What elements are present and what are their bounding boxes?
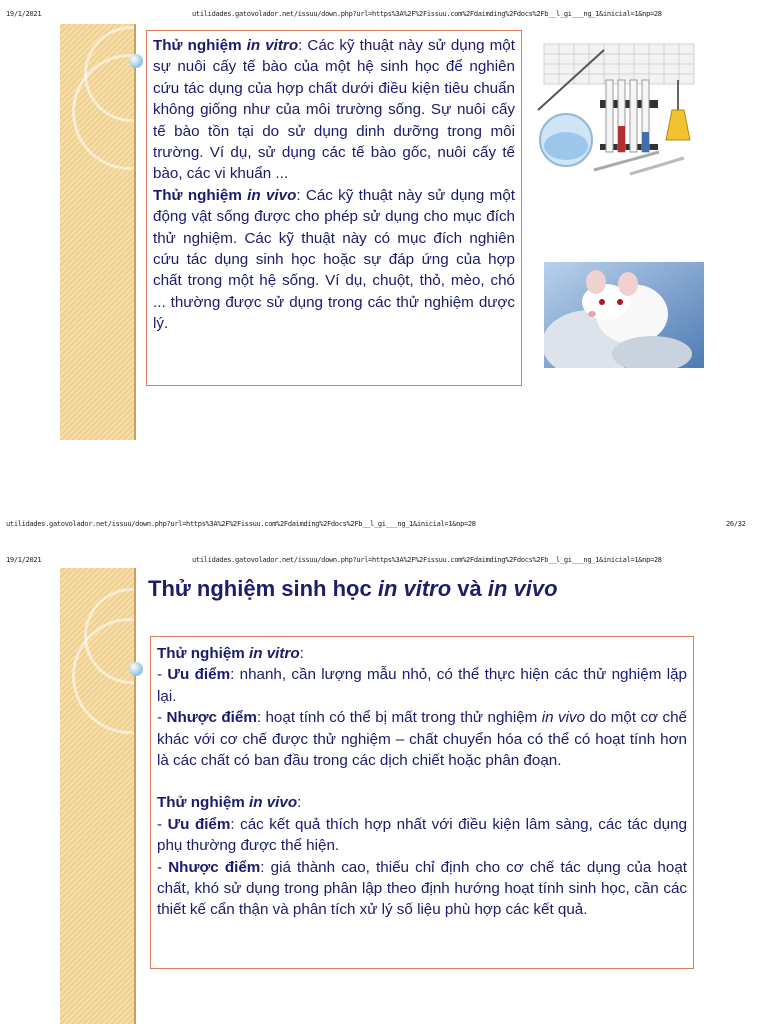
invitro-advantage: - Ưu điểm: nhanh, cần lượng mẫu nhỏ, có thể thực hiện các thử nghiệm lặp lại. — [157, 666, 687, 705]
bullet-dot-icon — [129, 54, 143, 68]
bullet-dot-icon — [129, 662, 143, 676]
header-url: utilidades.gatovolador.net/issuu/down.php?url=https%3A%2F%2Fissuu.com%2Fdaimding%2Fdocs%2Fb__l_gi___ng_1&inicial=1&np=28 — [192, 10, 662, 18]
header-date: 19/1/2021 — [6, 10, 42, 18]
slide-1 — [60, 24, 768, 440]
header-url: utilidades.gatovolador.net/issuu/down.php?url=https%3A%2F%2Fissuu.com%2Fdaimding%2Fdocs%2Fb__l_gi___ng_1&inicial=1&np=28 — [192, 556, 662, 564]
invivo-term-italic: in vivo — [247, 186, 297, 204]
invivo-text: : Các kỹ thuật này sử dụng một động vật sống được cho phép sử dụng cho mục đích thử nghiệm. Các kỹ thuật này có mục đích nghiên cứu tác dụng sinh học hoặc sự đáp ứng của hợp chất trong một hệ sống. Ví dụ, chuột, thỏ, mèo, chó ... thường được sử dụng trong các thử nghiệm dược lý. — [153, 186, 515, 333]
invivo-definition — [153, 185, 515, 335]
slide-2 — [60, 568, 768, 1024]
decorative-panel — [60, 24, 136, 440]
white-rat-image — [544, 262, 704, 368]
invitro-heading: Thử nghiệm in vitro: — [157, 645, 304, 662]
invitro-text: : Các kỹ thuật này sử dụng một sự nuôi cấy tế bào của một hệ sinh học để nghiên cứu tác dụng của hợp chất dưới điều kiện tiêu chuẩn không giống như của môi trường sống. Sự nuôi cấy tế bào tồn tại do sử dụng dinh dưỡng trong môi trường. Ví dụ, sử dụng các tế bào gốc, nuôi cấy tế bào, các vi khuẩn ... — [153, 37, 515, 183]
page-number: 26/32 — [726, 520, 746, 528]
footer-url: utilidades.gatovolador.net/issuu/down.php?url=https%3A%2F%2Fissuu.com%2Fdaimding%2Fdocs%2Fb__l_gi___ng_1&inicial=1&np=28 — [6, 520, 476, 528]
invitro-term-italic: in vitro — [246, 37, 299, 54]
invivo-term: Thử nghiệm — [153, 186, 242, 204]
invivo-advantage: - Ưu điểm: các kết quả thích hợp nhất với điều kiện lâm sàng, các tác dụng phụ thường được thể hiện. — [157, 815, 687, 855]
invitro-term: Thử nghiệm — [153, 37, 242, 54]
invivo-heading: Thử nghiệm in vivo: — [157, 794, 302, 812]
invitro-definition — [153, 35, 515, 185]
invitro-disadvantage: - Nhược điểm: hoạt tính có thể bị mất trong thử nghiệm in vivo do một cơ chế khác với cơ chế được thử nghiệm – chất chuyển hóa có thể có hoạt tính hơn là các chất có ban đầu trong các dịch chiết hoặc phân đoạn. — [157, 709, 687, 770]
header-date: 19/1/2021 — [6, 556, 42, 564]
slide-title: Thử nghiệm sinh học in vitro và in vivo — [148, 576, 558, 601]
comparison-box — [150, 636, 694, 969]
invivo-disadvantage: - Nhược điểm: giá thành cao, thiếu chỉ định cho cơ chế tác dụng của hoạt chất, khó sử dụng trong phân lập theo định hướng hoạt tính sinh học, cần các thiết kế cẩn thận và phân tích xử lý số liệu phù hợp các kết quả. — [157, 858, 687, 919]
definitions-box — [146, 30, 522, 386]
lab-equipment-image — [534, 40, 704, 176]
decorative-panel — [60, 568, 136, 1024]
